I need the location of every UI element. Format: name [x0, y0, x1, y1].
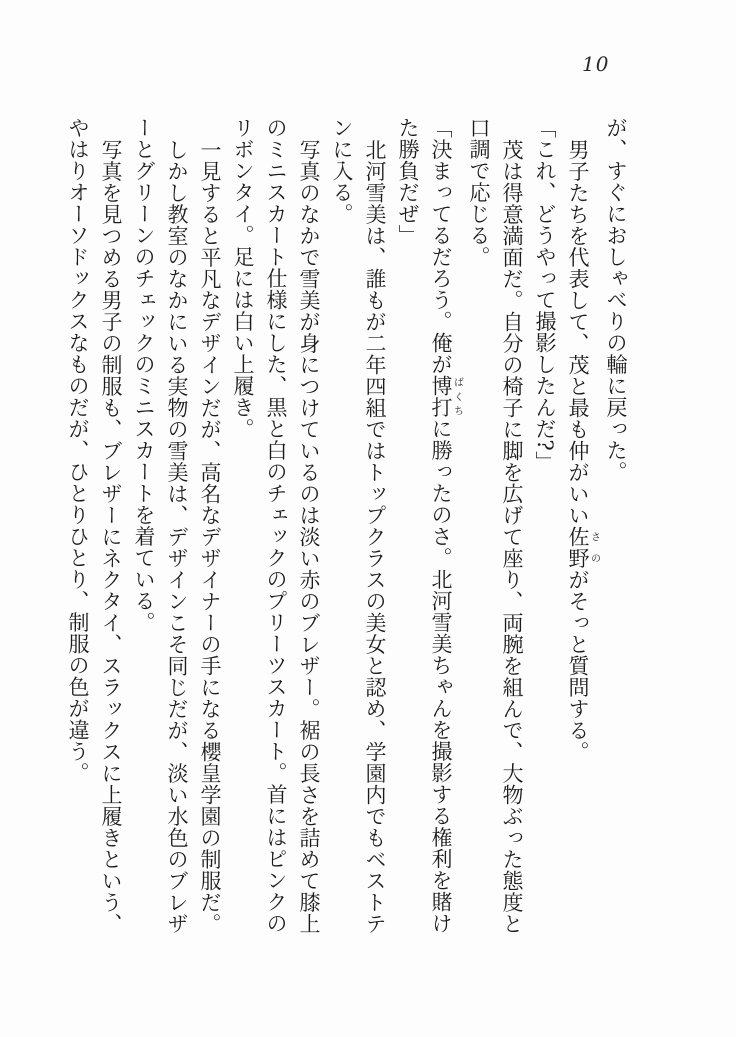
- text-line: 写真を見つめる男子の制服も、ブレザーにネクタイ、スラックスに上履きという、: [99, 138, 123, 934]
- text-line: 男子たちを代表して、茂と最も仲がいい佐野さのがそっと質問する。: [566, 138, 600, 762]
- text-line: のミニスカート仕様にした、黒と白のチェックのプリーツスカート。首にはピンクの: [264, 117, 288, 934]
- text-line: が、すぐにおしゃべりの輪に戻った。: [604, 117, 628, 483]
- ruby-annotated-word: 佐野さの: [566, 525, 600, 569]
- text-line: やはりオーソドックスなものだが、ひとりひとり、制服の色が違う。: [66, 117, 90, 784]
- text-line: 口調で応じる。: [467, 117, 491, 268]
- text-line: 「決まってるだろう。俺が博打ばくちに勝ったのさ。北河雪美ちゃんを撮影する権利を賭け: [429, 117, 463, 934]
- text-line: ーとグリーンのチェックのミニスカートを着ている。: [132, 117, 156, 633]
- page-number: 10: [582, 52, 610, 76]
- text-line: 北河雪美は、誰もが二年四組ではトップクラスの美女と認め、学園内でもベストテ: [363, 138, 387, 934]
- text-line: た勝負だぜ」: [396, 117, 420, 246]
- text-line: ンに入る。: [330, 117, 354, 225]
- text-line: しかし教室のなかにいる実物の雪美は、デザインこそ同じだが、淡い水色のブレザ: [165, 138, 189, 934]
- text-line: リボンタイ。足には白い上履き。: [231, 117, 255, 440]
- text-line: 「これ、どうやって撮影したんだ?」: [533, 117, 557, 473]
- furigana: さの: [588, 525, 600, 569]
- furigana: ばくち: [451, 375, 463, 418]
- text-line: 写真のなかで雪美が身につけているのは淡い赤のブレザー。裾の長さを詰めて膝上: [297, 138, 321, 934]
- text-line: 茂は得意満面だ。自分の椅子に脚を広げて座り、両腕を組んで、大物ぶった態度と: [500, 138, 524, 934]
- page-text: [66, 117, 632, 949]
- ruby-annotated-word: 博打ばくち: [429, 375, 463, 418]
- text-line: 一見すると平凡なデザインだが、高名なデザイナーの手になる櫻皇学園の制服だ。: [198, 138, 222, 934]
